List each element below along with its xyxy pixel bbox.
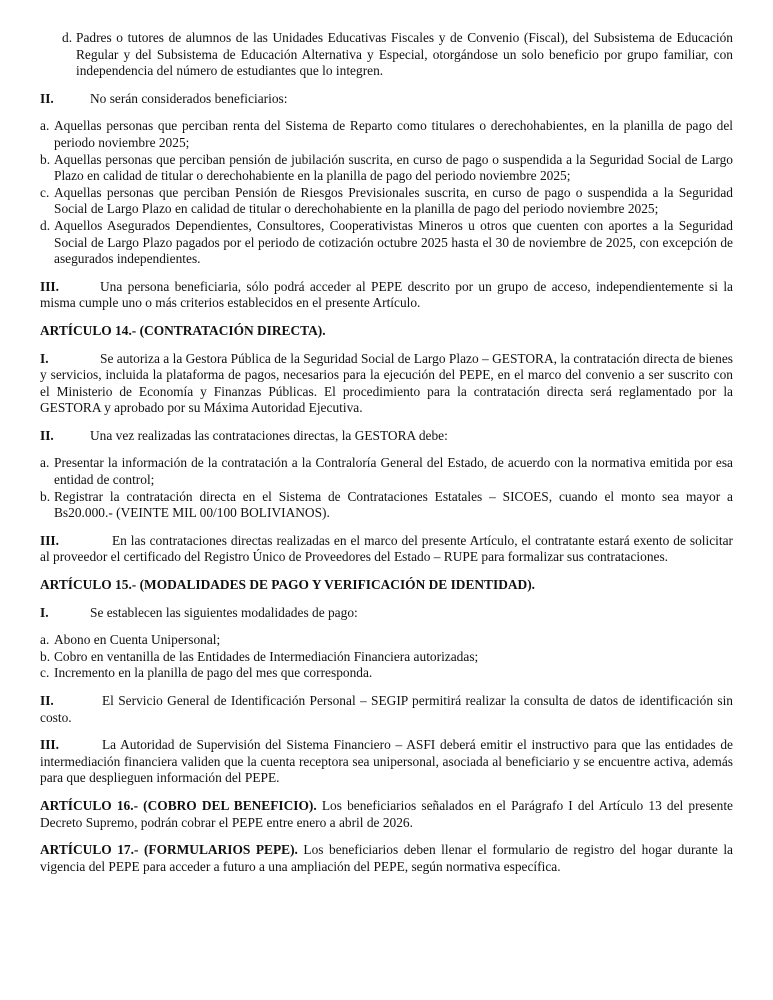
list-item-label: a. — [40, 455, 50, 471]
paragraph-text: Se establecen las siguientes modalidades de pago: — [90, 604, 358, 620]
article-15-paragraph-i — [40, 605, 733, 622]
paragraph-text: En las contrataciones directas realizadas en el marco del presente Artículo, el contratante estará exento de solicitar al proveedor el certificado del Registro Único de Proveedores del Estado – RUPE para formalizar sus contrataciones. — [40, 532, 733, 565]
article-17-title: ARTÍCULO 17.- (FORMULARIOS PEPE). — [40, 842, 298, 858]
gestora-duties-list — [40, 455, 733, 521]
roman-numeral: III. — [40, 532, 59, 548]
list-item — [40, 665, 733, 682]
paragraph-text: No serán considerados beneficiarios: — [90, 90, 288, 106]
list-item-text: Abono en Cuenta Unipersonal; — [54, 632, 221, 648]
list-item-text: Aquellas personas que perciban renta del Sistema de Reparto como titulares o derechohabientes, en la planilla de pago del periodo noviembre 2025; — [54, 118, 733, 150]
list-item-label: d. — [62, 30, 73, 45]
roman-numeral: I. — [40, 350, 49, 366]
article-15-title: ARTÍCULO 15.- (MODALIDADES DE PAGO Y VERIFICACIÓN DE IDENTIDAD). — [40, 577, 536, 593]
roman-numeral: III. — [40, 737, 59, 753]
list-item — [40, 489, 733, 522]
list-item-label: c. — [40, 665, 50, 681]
list-item-text: Presentar la información de la contratación a la Contraloría General del Estado, de acuerdo con la normativa emitida por esa entidad de control; — [54, 455, 733, 488]
paragraph-text: Una vez realizadas las contrataciones directas, la GESTORA debe: — [90, 427, 448, 443]
list-item-text: Padres o tutores de alumnos de las Unidades Educativas Fiscales y de Convenio (Fiscal), del Subsistema de Educación Regular y del Subsistema de Educación Alternativa y Especial, otorgándose un solo beneficio por grupo familiar, con independencia del número de estudiantes que lo integren. — [76, 30, 733, 79]
list-item — [40, 218, 733, 268]
paragraph-iii-single-access — [40, 279, 733, 312]
list-item — [40, 455, 733, 488]
list-item — [40, 649, 733, 666]
list-item — [62, 30, 733, 80]
list-item-text: Aquellos Asegurados Dependientes, Consultores, Cooperativistas Mineros u otros que cuenten con aportes a la Seguridad Social de Largo Plazo pagados por el periodo de cotización octubre 2025 hasta el 30 de noviembre de 2025, con excepción de asegurados independientes. — [54, 217, 733, 267]
list-item-label: c. — [40, 184, 50, 200]
list-item-label: a. — [40, 118, 50, 134]
roman-numeral: II. — [40, 427, 54, 443]
article-16-title: ARTÍCULO 16.- (COBRO DEL BENEFICIO). — [40, 797, 317, 813]
list-item — [40, 152, 733, 185]
article-14-paragraph-ii — [40, 428, 733, 445]
list-item-label: b. — [40, 488, 51, 504]
article-15-paragraph-ii — [40, 693, 733, 726]
list-item-text: Incremento en la planilla de pago del mes que corresponda. — [54, 665, 373, 681]
paragraph-text: Una persona beneficiaria, sólo podrá acceder al PEPE descrito por un grupo de acceso, independientemente si la misma cumple uno o más criterios establecidos en el presente Artículo. — [40, 278, 733, 311]
list-item-text: Aquellas personas que perciban pensión de jubilación suscrita, en curso de pago o suspendida a la Seguridad Social de Largo Plazo en calidad de titular o derechohabiente en la planilla de pago del periodo noviembre 2025; — [54, 151, 733, 184]
article-14-paragraph-iii — [40, 533, 733, 566]
exclusions-list — [40, 118, 733, 267]
beneficiaries-list-continued — [40, 30, 733, 80]
paragraph-text: Se autoriza a la Gestora Pública de la Seguridad Social de Largo Plazo – GESTORA, la contratación directa de bienes y servicios, incluida la plataforma de pagos, necesarios para la ejecución del PEPE, en el marco del convenio a ser suscrito con el Ministerio de Economía y Finanzas Públicas. El procedimiento para la contratación directa será reglamentado por la GESTORA y aprobado por su Máxima Autoridad Ejecutiva. — [40, 350, 733, 416]
list-item — [40, 632, 733, 649]
article-16 — [40, 798, 733, 831]
list-item-label: b. — [40, 648, 51, 664]
list-item — [40, 185, 733, 218]
list-item-label: d. — [40, 217, 51, 233]
article-15-paragraph-iii — [40, 737, 733, 787]
list-item — [40, 118, 733, 151]
roman-numeral: II. — [40, 693, 54, 708]
list-item-label: b. — [40, 151, 51, 167]
list-item-text: Cobro en ventanilla de las Entidades de Intermediación Financiera autorizadas; — [54, 648, 479, 664]
roman-numeral: III. — [40, 278, 59, 294]
paragraph-text: Los beneficiarios señalados en el Parágrafo I del Artículo 13 del presente Decreto Supremo, podrán cobrar el PEPE entre enero a abril de 2026. — [40, 797, 733, 830]
article-14-paragraph-i — [40, 351, 733, 417]
list-item-text: Aquellas personas que perciban Pensión de Riesgos Previsionales suscrita, en curso de pago o suspendida a la Seguridad Social de Largo Plazo en calidad de titular o derechohabiente en la planilla de pago del periodo noviembre 2025; — [54, 184, 733, 217]
paragraph-ii-exclusions — [40, 91, 733, 108]
paragraph-text: La Autoridad de Supervisión del Sistema Financiero – ASFI deberá emitir el instructivo para que las entidades de intermediación financiera validen que la cuenta receptora sea unipersonal, asociada al beneficiario y se encuentre activa, además para que desplieguen información del PEPE. — [40, 737, 733, 786]
document-page — [40, 30, 733, 875]
roman-numeral: I. — [40, 604, 49, 620]
paragraph-text: El Servicio General de Identificación Personal – SEGIP permitirá realizar la consulta de datos de identificación sin costo. — [40, 693, 733, 725]
payment-modalities-list — [40, 632, 733, 682]
article-14-title: ARTÍCULO 14.- (CONTRATACIÓN DIRECTA). — [40, 322, 326, 338]
article-17 — [40, 842, 733, 875]
list-item-text: Registrar la contratación directa en el Sistema de Contrataciones Estatales – SICOES, cuando el monto sea mayor a Bs20.000.- (VEINTE MIL 00/100 BOLIVIANOS). — [54, 488, 733, 521]
paragraph-text: Los beneficiarios deben llenar el formulario de registro del hogar durante la vigencia del PEPE para acceder a futuro a una ampliación del PEPE, según normativa específica. — [40, 842, 733, 874]
roman-numeral: II. — [40, 90, 54, 106]
list-item-label: a. — [40, 632, 50, 648]
